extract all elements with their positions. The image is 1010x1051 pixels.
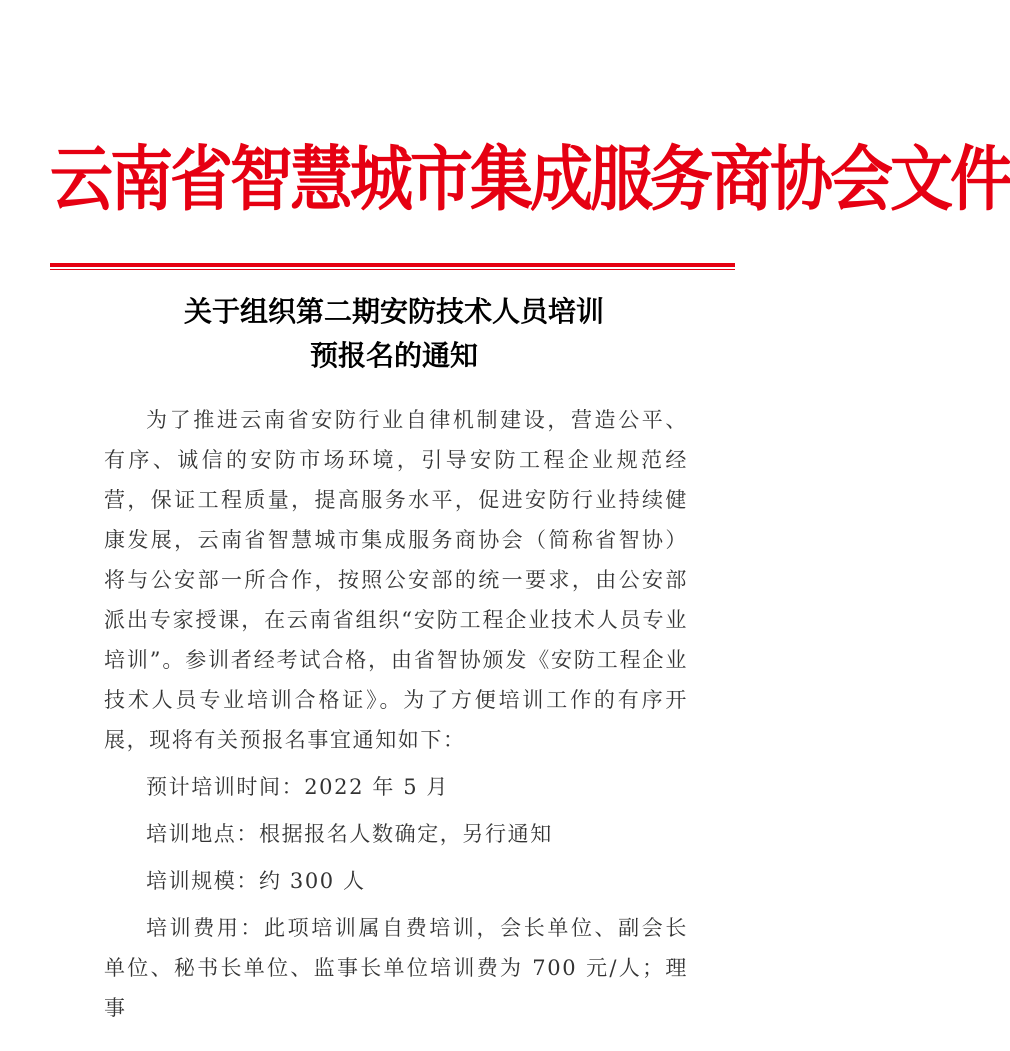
training-time-item: 预计培训时间：2022 年 5 月 xyxy=(146,775,450,799)
document-masthead: 云南省智慧城市集成服务商协会文件 xyxy=(50,138,1010,221)
intro-paragraph: 为了推进云南省安防行业自律机制建设，营造公平、有序、诚信的安防市场环境，引导安防工程企业规范经营，保证工程质量，提高服务水平，促进安防行业持续健康发展，云南省智慧城市集成服务商协会（简称省智协）将与公安部一所合作，按照公安部的统一要求，由公安部派出专家授课，在云南省组织“安防工程企业技术人员专业培训”。参训者经考试合格，由省智协颁发《安防工程企业技术人员专业培训合格证》。为了方便培训工作的有序开展，现将有关预报名事宜通知如下： xyxy=(104,408,688,752)
notice-title-line-2: 预报名的通知 xyxy=(309,339,478,372)
training-fee-item: 培训费用：此项培训属自费培训，会长单位、副会长单位、秘书长单位、监事长单位培训费为 700 元/人；理事 xyxy=(104,916,688,1020)
training-scale-item: 培训规模：约 300 人 xyxy=(146,869,366,893)
notice-body xyxy=(104,400,688,1028)
header-red-rule-thick xyxy=(50,263,735,267)
notice-title xyxy=(60,290,728,378)
notice-title-line-1: 关于组织第二期安防技术人员培训 xyxy=(183,295,604,328)
header-red-rule-thin xyxy=(50,269,735,270)
training-location-item: 培训地点：根据报名人数确定，另行通知 xyxy=(146,822,553,846)
